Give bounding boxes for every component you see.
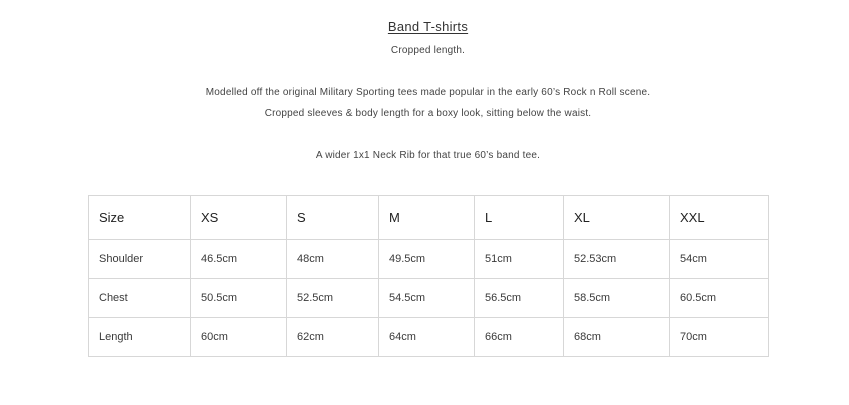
header-cell-xl: XL [564, 196, 670, 240]
header-cell-s: S [287, 196, 379, 240]
row-label-length: Length [89, 318, 191, 357]
header-cell-m: M [379, 196, 475, 240]
table-row [89, 279, 769, 318]
header-cell-xxl: XXL [670, 196, 769, 240]
table-cell: 70cm [670, 318, 769, 357]
page-title [0, 19, 849, 34]
row-label-shoulder: Shoulder [89, 240, 191, 279]
table-cell: 60.5cm [670, 279, 769, 318]
table-cell: 48cm [287, 240, 379, 279]
table-cell: 56.5cm [475, 279, 564, 318]
header-cell-size: Size [89, 196, 191, 240]
table-cell: 49.5cm [379, 240, 475, 279]
table-cell: 64cm [379, 318, 475, 357]
header-cell-l: L [475, 196, 564, 240]
table-cell: 62cm [287, 318, 379, 357]
table-cell: 66cm [475, 318, 564, 357]
description-line-3: A wider 1x1 Neck Rib for that true 60’s band tee. [315, 150, 541, 161]
table-cell: 52.53cm [564, 240, 670, 279]
table-cell: 50.5cm [191, 279, 287, 318]
table-cell: 60cm [191, 318, 287, 357]
table-cell: 54.5cm [379, 279, 475, 318]
table-cell: 68cm [564, 318, 670, 357]
table-cell: 54cm [670, 240, 769, 279]
table-cell: 51cm [475, 240, 564, 279]
table-cell: 46.5cm [191, 240, 287, 279]
size-chart-table [88, 195, 769, 357]
table-row [89, 240, 769, 279]
table-row [89, 318, 769, 357]
description-line-1: Modelled off the original Military Sporting tees made popular in the early 60’s Rock n Roll scene. [205, 87, 651, 98]
row-label-chest: Chest [89, 279, 191, 318]
subtitle: Cropped length. [390, 45, 466, 56]
table-header-row [89, 196, 769, 240]
description-line-2: Cropped sleeves & body length for a boxy look, sitting below the waist. [264, 108, 592, 119]
title-text: Band T-shirts [387, 19, 469, 34]
header-cell-xs: XS [191, 196, 287, 240]
table-cell: 58.5cm [564, 279, 670, 318]
table-cell: 52.5cm [287, 279, 379, 318]
